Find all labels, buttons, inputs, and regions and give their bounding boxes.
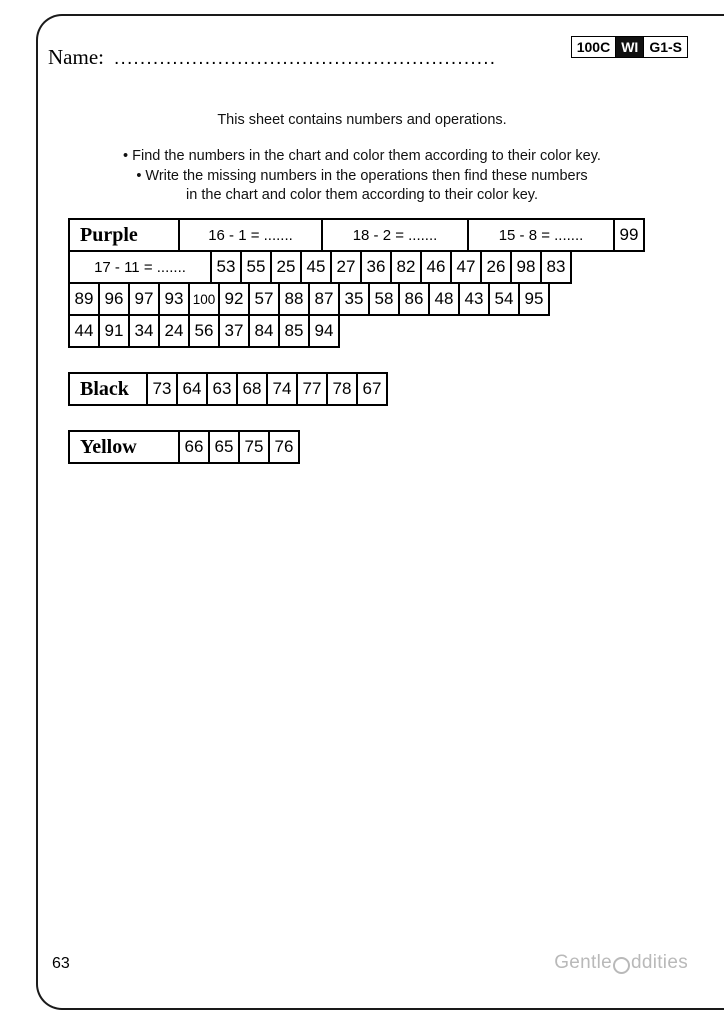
number-cell[interactable]: 77	[296, 372, 328, 406]
number-cell[interactable]: 37	[218, 314, 250, 348]
number-cell[interactable]: 98	[510, 250, 542, 284]
number-cell[interactable]: 95	[518, 282, 550, 316]
number-cell[interactable]: 74	[266, 372, 298, 406]
color-key-purple: Purple	[68, 218, 180, 252]
name-field[interactable]	[48, 45, 496, 70]
number-cell[interactable]: 63	[206, 372, 238, 406]
number-cell[interactable]: 44	[68, 314, 100, 348]
chart-row-2	[68, 250, 645, 284]
number-cell[interactable]: 64	[176, 372, 208, 406]
number-cell[interactable]: 47	[450, 250, 482, 284]
number-cell[interactable]: 75	[238, 430, 270, 464]
operation-cell-2[interactable]: 18 - 2 = .......	[321, 218, 469, 252]
page-number: 63	[52, 955, 70, 972]
operation-cell-4[interactable]: 17 - 11 = .......	[68, 250, 212, 284]
number-cell[interactable]: 78	[326, 372, 358, 406]
color-key-black: Black	[68, 372, 148, 406]
number-cell[interactable]: 66	[178, 430, 210, 464]
name-input-line[interactable]: ...........................................................	[113, 48, 497, 69]
operation-cell-1[interactable]: 16 - 1 = .......	[178, 218, 323, 252]
number-cell[interactable]: 54	[488, 282, 520, 316]
number-cell[interactable]: 45	[300, 250, 332, 284]
yellow-key-row	[68, 430, 645, 464]
number-cell[interactable]: 58	[368, 282, 400, 316]
number-cell[interactable]: 83	[540, 250, 572, 284]
number-chart	[68, 218, 645, 464]
number-cell[interactable]: 86	[398, 282, 430, 316]
brand-text-left: Gentle	[554, 952, 612, 973]
instruction-bullet-2: • Write the missing numbers in the operations then find these numbers	[136, 167, 588, 184]
name-label: Name:	[48, 45, 104, 69]
chart-row-4	[68, 314, 645, 348]
brand-text-right: ddities	[630, 952, 688, 973]
number-cell[interactable]: 73	[146, 372, 178, 406]
number-cell[interactable]: 84	[248, 314, 280, 348]
number-cell[interactable]: 55	[240, 250, 272, 284]
number-cell[interactable]: 25	[270, 250, 302, 284]
number-cell[interactable]: 35	[338, 282, 370, 316]
tag-code: 100C	[571, 36, 616, 58]
color-key-yellow: Yellow	[68, 430, 180, 464]
number-cell[interactable]: 93	[158, 282, 190, 316]
instruction-bullet-3: in the chart and color them according to their color key.	[186, 187, 538, 204]
number-cell[interactable]: 53	[210, 250, 242, 284]
number-cell[interactable]: 91	[98, 314, 130, 348]
number-cell[interactable]: 68	[236, 372, 268, 406]
black-key-row	[68, 372, 645, 406]
number-cell[interactable]: 97	[128, 282, 160, 316]
number-cell[interactable]: 27	[330, 250, 362, 284]
number-cell[interactable]: 92	[218, 282, 250, 316]
number-cell[interactable]: 43	[458, 282, 490, 316]
number-cell[interactable]: 24	[158, 314, 190, 348]
operation-cell-3[interactable]: 15 - 8 = .......	[467, 218, 615, 252]
number-cell[interactable]: 88	[278, 282, 310, 316]
number-cell[interactable]: 99	[613, 218, 645, 252]
number-cell[interactable]: 48	[428, 282, 460, 316]
number-cell[interactable]: 94	[308, 314, 340, 348]
tag-grade: G1-S	[644, 36, 688, 58]
instruction-bullet-1: • Find the numbers in the chart and color them according to their color key.	[123, 148, 601, 164]
number-cell[interactable]: 67	[356, 372, 388, 406]
number-cell[interactable]: 46	[420, 250, 452, 284]
number-cell[interactable]: 56	[188, 314, 220, 348]
number-cell[interactable]: 100	[188, 282, 220, 316]
instruction-list	[0, 147, 724, 206]
number-cell[interactable]: 76	[268, 430, 300, 464]
tag-section: WI	[616, 36, 644, 58]
number-cell[interactable]: 82	[390, 250, 422, 284]
number-cell[interactable]: 85	[278, 314, 310, 348]
number-cell[interactable]: 65	[208, 430, 240, 464]
intro-text: This sheet contains numbers and operations.	[217, 112, 507, 128]
chart-row-3	[68, 282, 645, 316]
brand-ring-icon	[613, 957, 630, 974]
number-cell[interactable]: 89	[68, 282, 100, 316]
number-cell[interactable]: 26	[480, 250, 512, 284]
number-cell[interactable]: 57	[248, 282, 280, 316]
number-cell[interactable]: 34	[128, 314, 160, 348]
number-cell[interactable]: 96	[98, 282, 130, 316]
number-cell[interactable]: 87	[308, 282, 340, 316]
number-cell[interactable]: 36	[360, 250, 392, 284]
chart-row-1	[68, 218, 645, 252]
header-tag-group	[571, 36, 688, 58]
brand-logo	[554, 952, 688, 974]
